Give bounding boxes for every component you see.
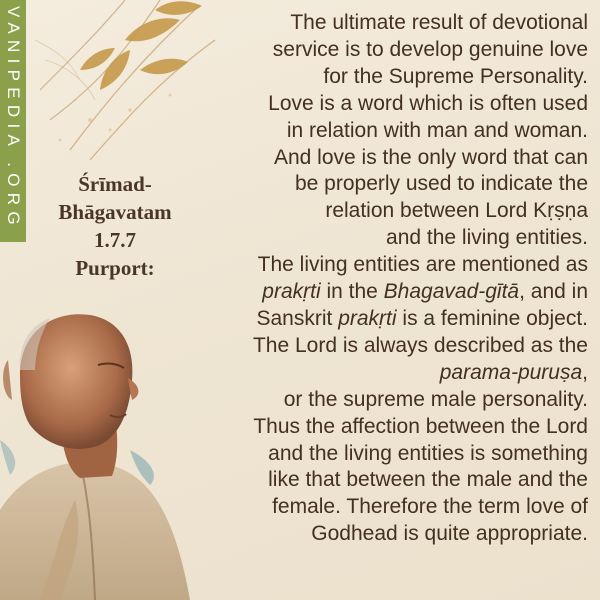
quote-line: in relation with man and woman. [286,118,588,142]
quote-line: The Lord is always described as the [252,333,588,357]
quote-fragment: , and in [519,280,588,304]
quote-line: Godhead is quite appropriate. [311,522,588,546]
quote-line: relation between Lord Kṛṣṇa [325,199,588,223]
quote-fragment: is a feminine object. [396,306,588,330]
portrait-image [0,300,210,600]
quote-line: The ultimate result of devotional [290,11,588,34]
quote-fragment: in the [320,280,384,304]
quote-line: female. Therefore the term love of [272,495,588,519]
quote-text [188,10,588,548]
italic-term: prakṛti [338,306,397,330]
source-title-line1: Śrīmad- [78,172,152,196]
italic-term: Bhagavad-gītā [383,280,520,304]
quote-line: for the Supreme Personality. [323,64,588,88]
quote-line [188,279,588,306]
quote-line: service is to develop genuine love [272,37,588,61]
quote-line: and the living entities. [386,226,588,250]
quote-line [188,360,588,387]
italic-term: prakṛti [262,280,321,304]
brand-strip [0,0,26,242]
quote-fragment: Sanskrit [256,306,339,330]
source-verse: 1.7.7 [94,228,136,252]
quote-line: Thus the affection between the Lord [253,414,588,438]
quote-fragment: , [582,360,588,384]
source-reference [30,170,200,282]
quote-line: or the supreme male personality. [283,387,588,411]
quote-line: Love is a word which is often used [268,91,588,115]
quote-line: The living entities are mentioned as [257,253,588,277]
brand-text: VANIPEDIA .ORG [4,6,23,231]
quote-line [188,306,588,333]
quote-line: be properly used to indicate the [294,172,588,196]
italic-term: parama-puruṣa [439,360,583,384]
quote-line: and the living entities is something [268,441,588,465]
quote-line: like that between the male and the [268,468,588,492]
quote-line: And love is the only word that can [273,145,588,169]
source-title-line2: Bhāgavatam [58,200,172,224]
source-section: Purport: [75,256,155,280]
